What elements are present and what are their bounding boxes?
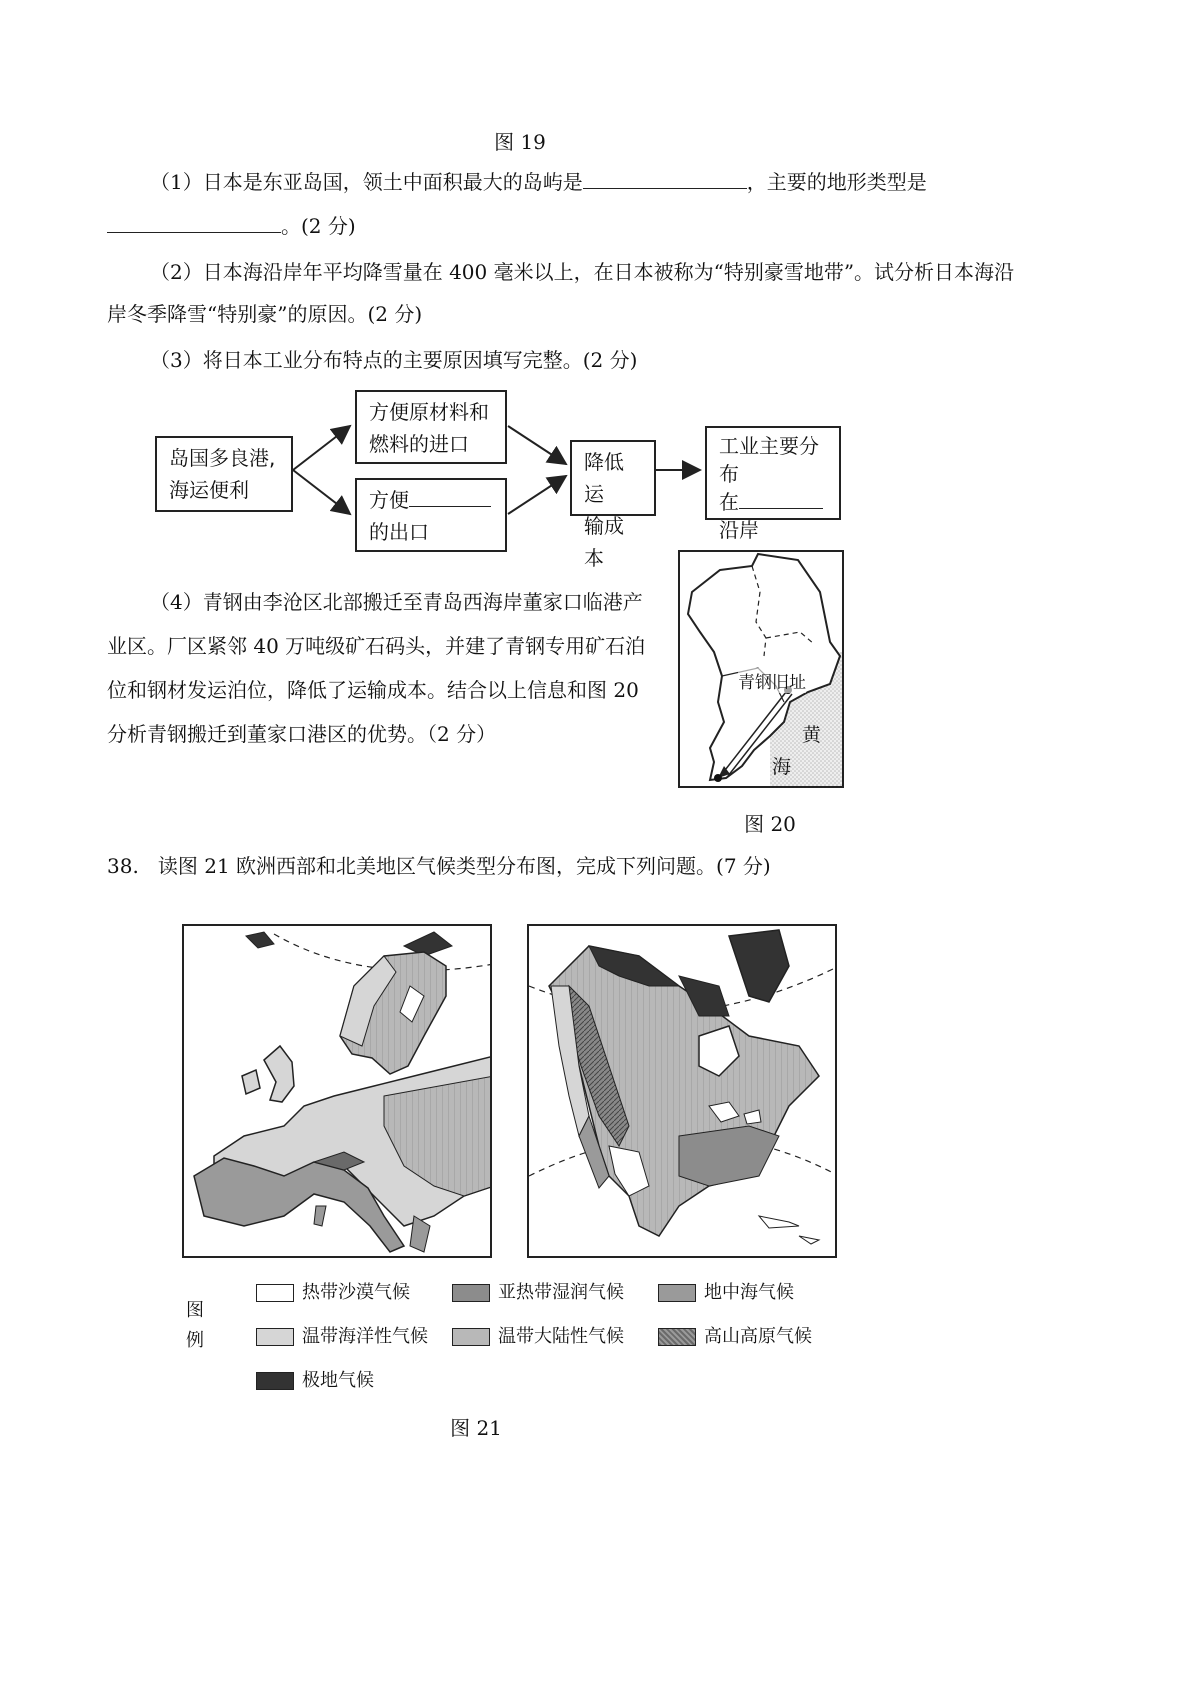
flow-box2-line1: 方便原材料和 [369,400,489,424]
q1-text-end: 。(2 分) [281,214,356,238]
old-site-label: 青钢旧址 [738,668,806,693]
fig20-caption: 图 20 [744,812,796,836]
question-3: （3）将日本工业分布特点的主要原因填写完整。(2 分) [150,348,638,372]
legend-label: 地中海气候 [704,1282,794,1303]
q1-text-a: （1）日本是东亚岛国，领土中面积最大的岛屿是 [150,170,583,194]
legend-swatch-polar [256,1372,294,1390]
flow-box3-line2: 的出口 [369,520,429,544]
question-2-line1: （2）日本海沿岸年平均降雪量在 400 毫米以上，在日本被称为“特别豪雪地带”。试分析日本海沿 [150,260,1015,284]
yellow-sea-label-2: 海 [772,756,792,778]
flow-box5-line2: 在 [719,490,739,514]
yellow-sea-label-1: 黄 [802,724,822,746]
q1-answer-blank-1[interactable] [583,168,747,189]
new-site-dot [714,774,722,782]
flow-box-industry-distribution [705,426,841,542]
question-2-line2: 岸冬季降雪“特别豪”的原因。(2 分) [107,302,423,326]
flow-box3-line1: 方便 [369,488,409,512]
legend-swatch-mediterranean [658,1284,696,1302]
q1-answer-blank-2[interactable] [107,212,281,233]
legend-swatch-oceanic [256,1328,294,1346]
legend-swatch-subtropical-humid [452,1284,490,1302]
question-4-line2: 业区。厂区紧邻 40 万吨级矿石码头，并建了青钢专用矿石泊 [107,634,646,658]
north-america-map-drawing [529,926,837,1258]
legend-label: 温带大陆性气候 [498,1326,624,1347]
flow-box1-line1: 岛国多良港, [169,446,276,470]
flow-box4-line1: 降低运 [584,450,624,506]
flow-box1-line2: 海运便利 [169,478,249,502]
flow-box2-line2: 燃料的进口 [369,432,469,456]
question-4-line3: 位和钢材发运泊位，降低了运输成本。结合以上信息和图 20 [107,678,639,702]
legend-swatch-alpine [658,1328,696,1346]
legend-label: 亚热带湿润气候 [498,1282,624,1303]
europe-map-drawing [184,926,492,1258]
legend-swatch-desert [256,1284,294,1302]
flow-box5-answer-blank[interactable] [739,488,823,509]
question-1-line2 [107,212,356,240]
flow-box-good-ports [155,436,293,512]
legend-title-2: 例 [186,1330,204,1351]
question-38: 38. 读图 21 欧洲西部和北美地区气候类型分布图，完成下列问题。(7 分) [107,854,771,878]
q1-text-b: ，主要的地形类型是 [746,170,927,194]
north-america-climate-map [527,924,837,1258]
flow-box-lower-cost [570,440,656,570]
legend-title-1: 图 [186,1300,204,1321]
question-1-line1 [150,168,927,196]
legend-swatch-continental [452,1328,490,1346]
flow-box5-line3: 沿岸 [719,518,759,542]
flow-box4-line2: 输成本 [584,514,624,570]
flow-box3-answer-blank[interactable] [409,486,491,507]
fig19-caption: 图 19 [494,130,546,154]
qingdao-map [678,550,844,788]
fig21-caption: 图 21 [450,1416,502,1440]
flow-box5-line1: 工业主要分布 [719,434,819,486]
legend-label: 温带海洋性气候 [302,1326,428,1347]
europe-climate-map [182,924,492,1258]
legend-label: 高山高原气候 [704,1326,812,1347]
question-4-line1: （4）青钢由李沧区北部搬迁至青岛西海岸董家口临港产 [150,590,643,614]
flow-box-export [355,478,507,552]
legend-label: 极地气候 [302,1370,374,1391]
question-4-line4: 分析青钢搬迁到董家口港区的优势。（2 分） [107,722,497,746]
legend-label: 热带沙漠气候 [302,1282,410,1303]
flow-box-raw-material-import [355,390,507,464]
